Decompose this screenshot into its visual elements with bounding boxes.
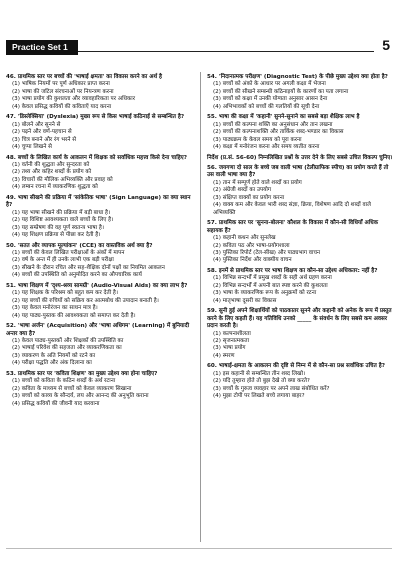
answer-option: (2) विभिन्न सन्दर्भों में अपनी बात स्पष्ट करने की कुशलता — [213, 282, 328, 289]
question-text — [6, 323, 192, 338]
question-stem: भाषा सीखने की प्रक्रिया में 'सांकेतिक भाषा' (Sign Language) का क्या स्थान है? — [6, 194, 191, 209]
answer-option: (1) बच्चों को अंको के आधार पर अगली कक्षा में भेजना — [213, 81, 326, 88]
question-number: 50. — [6, 242, 16, 249]
question-number: 49. — [6, 194, 16, 201]
answer-option: (3) विचारों की मौलिक अभिव्यक्ति और प्रवाह को — [12, 176, 113, 183]
practice-set-badge: Practice Set 1 — [6, 40, 78, 55]
question-number: 56. — [207, 164, 217, 171]
question-46 — [6, 74, 192, 111]
right-column — [207, 74, 393, 404]
question-50 — [6, 243, 192, 280]
answer-option: (4) मुझा टोपी पर लिखते बच्चे लगाया बाहर? — [213, 393, 305, 400]
answer-option: (4) प्रसिद्ध कवियों की जीवनी याद करवाना — [12, 400, 100, 407]
answer-option: (2) पढ़ने और वर्ण-पहचान से — [12, 129, 72, 136]
question-60 — [207, 363, 393, 400]
answer-option: (4) यह पाठ्य-पुस्तक की आवश्यकता को समाप्त कर देती है। — [12, 312, 136, 319]
answer-option: (4) बच्चों की उपस्थिति को अनुमोदित करने का औपचारिक कार्य — [12, 272, 142, 279]
question-text — [207, 220, 393, 235]
answer-option: (2) कविता पठ और भाषा-प्रयोगशाला — [213, 242, 290, 249]
question-57 — [207, 220, 393, 265]
instruction-text: निर्देश (प्र.सं. 56-60) निम्नलिखित प्रश्नों के उत्तर देने के लिए सबसे उचित विकल्प चुनिए। — [207, 154, 393, 161]
answer-option: (3) पाठ्यक्रम के केवल समय को पूरा करना — [213, 136, 302, 143]
answer-option: (1) बोलने और सुनने से — [12, 121, 61, 128]
question-number: 48. — [6, 154, 16, 161]
question-stem: प्राथमिक स्तर पर 'सुनना-बोलना' कौशल के विकास में कौन-सी विधियाँ अधिक सहायक हैं? — [207, 220, 379, 234]
answer-option: (3) बच्चों के गुरुत्व व्यवहार पर अपने लाख संबोधित करें? — [213, 385, 330, 392]
answer-option: (4) मातृभाषा दूसरी का विकास — [213, 297, 277, 304]
question-54 — [207, 74, 393, 111]
question-stem: 'निदानात्मक परीक्षण' (Diagnostic Test) के पीछे मुख्य उद्देश्य क्या होता है? — [218, 74, 388, 80]
question-stem: इनमें से प्राथमिक स्तर पर भाषा शिक्षण का कौन-सा उद्देश्य अधिकतर: नहीं है? — [218, 267, 378, 274]
column-divider — [200, 72, 201, 542]
question-number: 46. — [6, 74, 16, 80]
header-rule — [78, 51, 374, 52]
question-text — [207, 308, 393, 330]
answer-option: (2) यदि तुम्हारा होते तो बुझ देखे तो क्या करते? — [213, 378, 310, 385]
question-number: 59. — [207, 308, 217, 315]
question-text — [207, 363, 393, 370]
question-text — [207, 165, 393, 180]
question-55 — [207, 114, 393, 151]
answer-option: (1) विभिन्न सन्दर्भों में प्रमुख शब्दों के सही अर्थ ग्रहण करना — [213, 275, 332, 282]
answer-option: (3) यह केवल मनोरंजन का साधन मात्र है। — [12, 305, 98, 312]
page-number: 5 — [382, 37, 390, 53]
question-stem: भाषा की कक्षा में 'कहानी' सुनने-सुनाने का सबसे बड़ा शैक्षिक लाभ है — [218, 114, 360, 121]
answer-option: (1) भाषिक नियमों पर पूर्ण अधिकार प्राप्त करना — [12, 81, 110, 88]
question-stem: भाषाई-क्षमता के आकलन की दृष्टि से निम्न में से कौन-सा प्रश्न सर्वाधिक उचित है? — [218, 363, 385, 370]
question-58 — [207, 268, 393, 305]
answer-option: (1) वर्तनी की शुद्धता और सुन्दरता को — [12, 161, 90, 168]
question-stem: सुनी हुई अपने शिक्षार्थियों को पाठकातर सुनने और कहानी को अनेक के रूप में प्रस्तुत करने के लिए कहती हैं। यह गतिविधि उनको _____ के संवर्धन के लिए सबसे कम अवसर प्रदान करती है। — [207, 308, 392, 330]
answer-option: (1) बच्चों की केवल लिखित परीक्षाओं के अंकों में मापन — [12, 249, 125, 256]
answer-option: (1) यह शिक्षक के परिश्रम को बहुत कम कर देती है। — [12, 290, 119, 297]
answer-option: (1) कल्पनाशीलता — [213, 330, 251, 337]
answer-option: (1) बच्चों को कविता के कठिन शब्दों के अर्थ रटाना — [12, 378, 116, 385]
question-text — [6, 243, 192, 250]
answer-option: (4) चुप्पा लिखने से — [12, 144, 52, 151]
question-47 — [6, 114, 192, 151]
question-stem: प्राथमिक स्तर पर 'कविता शिक्षण' का मुख्य उद्देश्य क्या होना चाहिए? — [17, 370, 158, 377]
answer-option: (4) केवल प्रसिद्ध कवियों की कविताएँ याद करना — [12, 103, 112, 110]
answer-option: (2) यह विशिष्ट आवश्यकता वाले बच्चों के लिए है। — [12, 217, 114, 224]
question-stem: 'डिस्लेक्सिया' (Dyslexia) मुख्य रूप से किस भाषाई कठिनाई से सम्बन्धित है? — [17, 114, 185, 121]
answer-option: (2) वर्ष के अन्त में ही उनके लाभी एक बड़ी परीक्षा — [12, 257, 114, 264]
question-stem: जयगणा दो साल के बच्चे जब वाली भाषा (टेलीग्राफिक स्पीच) का प्रयोग करते हैं तो उस वाली भाषा क्या है? — [207, 164, 389, 179]
question-number: 57. — [207, 220, 217, 227]
answer-option: (2) अंग्रेजी शब्दों का उपयोग — [213, 187, 271, 194]
answer-option: (3) संक्षिप्त वाक्यों का प्रयोग करना — [213, 194, 285, 201]
question-number: 52. — [6, 323, 16, 330]
footer-rule — [6, 548, 392, 549]
answer-option: (2) बच्चों की सीखने सम्बन्धी कठिनाइयों के कारणों का पता लगाना — [213, 88, 349, 95]
question-text — [6, 155, 192, 162]
question-number: 60. — [207, 363, 217, 370]
question-text — [6, 114, 192, 121]
answer-option: (2) यह बच्चों की रुचियों को सक्रिय कर आत्मबोध की उपादान बनाती है। — [12, 297, 159, 304]
question-56 — [207, 165, 393, 217]
answer-option: (2) बच्चों की कल्पनाशक्ति और तार्किक शब्द-भण्डार का विकास — [213, 129, 344, 136]
answer-option: (3) भाषा के व्याकरणिक रूप के अनुक्रमों को रटना — [213, 290, 317, 297]
answer-option: (3) चित्र बनाने और रंग भरने से — [12, 136, 77, 143]
answer-option: (4) स्मरण — [213, 352, 235, 359]
question-49 — [6, 195, 192, 240]
left-column — [6, 74, 192, 411]
answer-option: (3) बच्चों को काव्य के सौन्दर्य, लय और आनन्द की अनुभूति कराना — [12, 393, 149, 400]
answer-option: (1) तान में सम्पूर्ण होते वाले शब्दों का प्रयोग — [213, 179, 302, 186]
answer-option: (3) भाषा प्रयोग की कुशलता और व्यावहारिकता पर अधिकार — [12, 96, 135, 103]
answer-option: (4) वाक्य कम और केवल भारी शब्द संज्ञा, क्रिया, विशेषण आदि दो शब्दों वाले अभिव्यक्ति — [213, 202, 371, 216]
question-number: 53. — [6, 370, 16, 377]
answer-option: (4) कक्षा में मनोरंजन करना और समय व्यतीत करना — [213, 144, 320, 151]
question-52 — [6, 323, 192, 368]
question-stem: 'भाषा अर्जन' (Acquisition) और 'भाषा अधिगम' (Learning) में बुनियादी अन्तर क्या है? — [6, 323, 190, 337]
question-number: 54. — [207, 74, 217, 80]
answer-option: (2) कविता के माध्यम से बच्चों को केवल व्याकरण सिखाना — [12, 385, 132, 392]
question-stem: 'सतत और व्यापक मूल्यांकन' (CCE) का वास्तविक अर्थ क्या है? — [17, 242, 153, 249]
question-number: 47. — [6, 114, 16, 121]
question-51 — [6, 283, 192, 320]
answer-option: (2) सृजनात्मकता — [213, 337, 250, 344]
question-text — [207, 114, 393, 121]
question-stem: बच्चों के लिखित कार्य के आकलन में शिक्षक को सर्वाधिक महत्त्व किसे देना चाहिए? — [17, 154, 188, 161]
question-number: 51. — [6, 282, 16, 289]
page-header — [6, 37, 392, 56]
answer-option: (4) यह शिक्षण प्रक्रिया से पीछा कर देती है। — [12, 232, 101, 239]
answer-option: (1) इस कहानी से सम्बन्धित तीन शब्द लिखो। — [213, 370, 306, 377]
answer-option: (4) परीक्षा पद्धति और अंक दिलाना का — [12, 360, 92, 367]
question-number: 55. — [207, 114, 217, 121]
question-53 — [6, 371, 192, 408]
answer-option: (3) भाषा प्रयोग — [213, 345, 246, 352]
answer-option: (4) पुस्तिका निर्देश और वाक्यीय वाचन — [213, 257, 292, 264]
question-48 — [6, 155, 192, 192]
question-stem: प्राथमिक स्तर पर बच्चों की 'भाषाई क्षमता' का विकास करने का अर्थ है — [17, 74, 163, 80]
question-text — [6, 195, 192, 210]
answer-option: (2) भाषा की जटिल संरचनाओं पर नियन्त्रण करना — [12, 88, 114, 95]
answer-option: (3) व्याकरण के अति नियमों को रटने का — [12, 352, 96, 359]
question-stem: भाषा शिक्षण में 'दृश्य-श्रव्य सामग्री' (Audio-Visual Aids) का क्या लाभ है? — [17, 282, 188, 289]
answer-option: (1) कहानी कथन और सुनलेख — [213, 235, 276, 242]
answer-option: (1) यह भाषा सीखने की प्रक्रिया में बड़ी बाधा है। — [12, 209, 111, 216]
question-59 — [207, 308, 393, 360]
question-number: 58. — [207, 267, 217, 274]
answer-option: (1) बच्चों की कल्पना शक्ति का अनुसंधान और तान लखना — [213, 121, 333, 128]
answer-option: (3) बच्चों को कक्षा में उनकी योग्यता अनुसार आसन देना — [213, 96, 328, 103]
answer-option: (1) केवल पाठ्य-पुस्तकों और शिक्षकों की उपस्थिति का — [12, 337, 124, 344]
answer-option: (3) सीखने के दौरान रचित और सह-शैक्षिक दोनों पक्षों का नियमित आकलन — [12, 264, 165, 271]
answer-option: (4) अभिभावकों को बच्चों की गलतियों की सूची देना — [213, 103, 320, 110]
answer-option: (2) भाषाई परिवेश की सहजता और व्याकरणिकता का — [12, 345, 122, 352]
answer-option: (3) यह सम्प्रेषण की वह पूर्ण स्वतन्त्र भाषा है। — [12, 224, 104, 231]
answer-option: (4) लम्बन रचना में व्याकरणिक शुद्धता को — [12, 184, 98, 191]
answer-option: (3) पुस्तिका रिपोर्ट (टेल-सीख) और पाठ्यभाग वाचन — [213, 249, 321, 256]
answer-option: (2) तथ्य और कहिर शब्दों के प्रयोग को — [12, 169, 92, 176]
